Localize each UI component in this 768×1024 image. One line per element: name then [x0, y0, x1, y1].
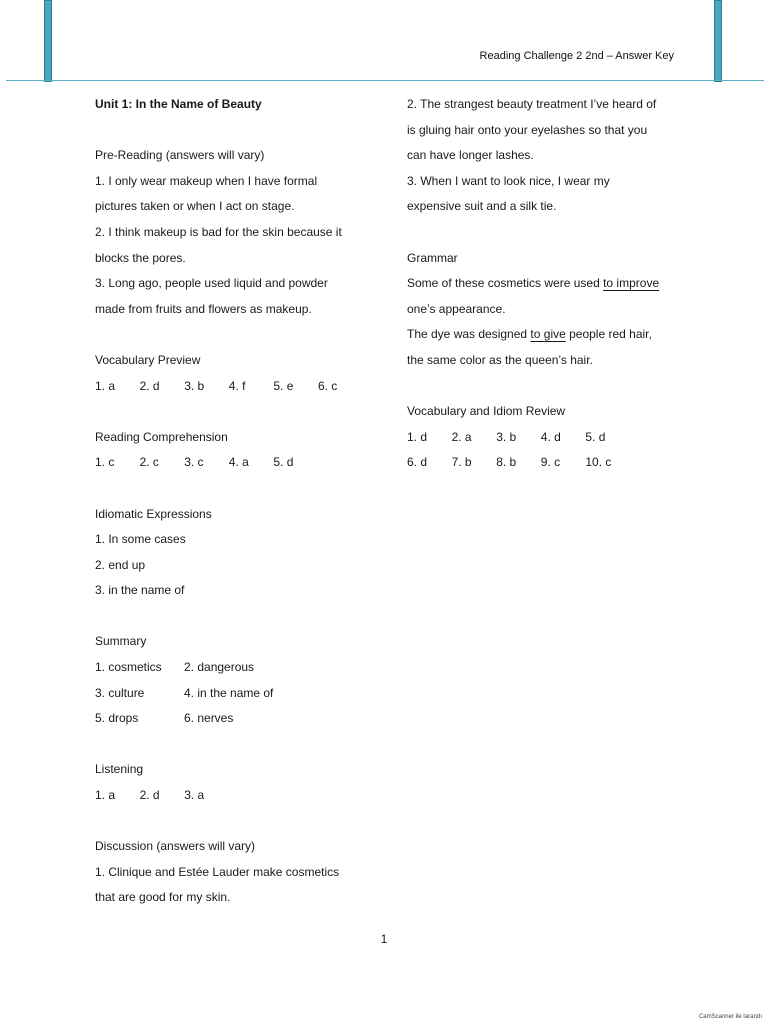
page-number: 1: [380, 932, 388, 946]
answer: 8. b: [496, 455, 517, 470]
prereading-line: blocks the pores.: [95, 250, 186, 265]
idiom-line: 2. end up: [95, 557, 146, 572]
idiom-line: 1. In some cases: [95, 532, 186, 547]
summary-row: [95, 681, 395, 707]
grammar-sentence-1: [407, 271, 697, 297]
answer: 6. nerves: [184, 711, 234, 726]
prereading-line: 1. I only wear makeup when I have formal: [95, 173, 318, 188]
grammar-text: The dye was designed: [407, 327, 531, 342]
answer: 1. c: [95, 455, 115, 470]
grammar-sentence-1-cont: one’s appearance.: [407, 301, 506, 316]
discussion-line: expensive suit and a silk tie.: [407, 199, 557, 214]
reading-comp-heading: Reading Comprehension: [95, 429, 228, 444]
header-title: Reading Challenge 2 2nd – Answer Key: [479, 50, 674, 62]
answer: 3. b: [496, 429, 517, 444]
answer: 6. d: [407, 455, 428, 470]
answer: 4. a: [228, 455, 249, 470]
prereading-line: made from fruits and flowers as makeup.: [95, 301, 312, 316]
scanner-watermark: CamScanner ile tarandı: [698, 1014, 762, 1020]
grammar-text: Some of these cosmetics were used: [407, 276, 604, 291]
left-column: [95, 92, 395, 911]
discussion-line: can have longer lashes.: [407, 148, 534, 163]
answer: 5. e: [273, 378, 294, 393]
answer: 4. f: [228, 378, 246, 393]
answer: 2. d: [139, 788, 160, 803]
answer: 1. d: [407, 429, 428, 444]
prereading-line: 2. I think makeup is bad for the skin because it: [95, 224, 342, 239]
vocab-review-row: [407, 425, 697, 451]
reading-comp-answers: [95, 450, 395, 476]
answer: 1. a: [95, 788, 116, 803]
prereading-heading: Pre-Reading (answers will vary): [95, 148, 265, 163]
unit-title: Unit 1: In the Name of Beauty: [95, 97, 262, 111]
listening-heading: Listening: [95, 762, 144, 777]
answer: 5. drops: [95, 711, 139, 726]
answer: 2. c: [139, 455, 159, 470]
summary-row: [95, 655, 395, 681]
discussion-heading: Discussion (answers will vary): [95, 839, 256, 854]
idiom-line: 3. in the name of: [95, 583, 185, 598]
answer: 2. dangerous: [184, 660, 255, 675]
idioms-heading: Idiomatic Expressions: [95, 506, 212, 521]
answer: 4. d: [540, 429, 561, 444]
answer: 3. c: [184, 455, 204, 470]
grammar-heading: Grammar: [407, 250, 458, 265]
discussion-line: that are good for my skin.: [95, 890, 231, 905]
answer: 9. c: [540, 455, 561, 470]
summary-heading: Summary: [95, 634, 147, 649]
grammar-underlined: to improve: [603, 276, 660, 291]
answer: 5. d: [273, 455, 294, 470]
answer: 1. cosmetics: [95, 660, 162, 675]
prereading-line: pictures taken or when I act on stage.: [95, 199, 295, 214]
grammar-sentence-2-cont: the same color as the queen’s hair.: [407, 352, 593, 367]
grammar-sentence-2: [407, 322, 697, 348]
answer: 6. c: [317, 378, 338, 393]
answer: 3. a: [184, 788, 205, 803]
vocab-preview-answers: [95, 374, 395, 400]
grammar-text: people red hair,: [565, 327, 652, 342]
answer: 2. d: [139, 378, 160, 393]
answer: 10. c: [585, 455, 612, 470]
vocab-review-heading: Vocabulary and Idiom Review: [407, 404, 566, 419]
vocab-review-row: [407, 450, 697, 476]
discussion-line: is gluing hair onto your eyelashes so that you: [407, 122, 648, 137]
grammar-underlined: to give: [530, 327, 566, 342]
header-rule: [6, 80, 764, 81]
answer: 2. a: [451, 429, 472, 444]
header-tab-left: [44, 0, 52, 82]
listening-answers: [95, 783, 395, 809]
discussion-line: 3. When I want to look nice, I wear my: [407, 173, 610, 188]
vocab-preview-heading: Vocabulary Preview: [95, 352, 201, 367]
answer: 4. in the name of: [184, 685, 274, 700]
answer: 3. culture: [95, 685, 145, 700]
answer: 3. b: [184, 378, 205, 393]
discussion-line: 2. The strangest beauty treatment I’ve heard of: [407, 97, 657, 111]
answer: 7. b: [451, 455, 472, 470]
summary-row: [95, 706, 395, 732]
prereading-line: 3. Long ago, people used liquid and powder: [95, 276, 328, 291]
answer: 5. d: [585, 429, 606, 444]
answer: 1. a: [95, 378, 116, 393]
right-column: [407, 92, 697, 476]
header-tab-right: [714, 0, 722, 82]
discussion-line: 1. Clinique and Estée Lauder make cosmetics: [95, 864, 340, 879]
